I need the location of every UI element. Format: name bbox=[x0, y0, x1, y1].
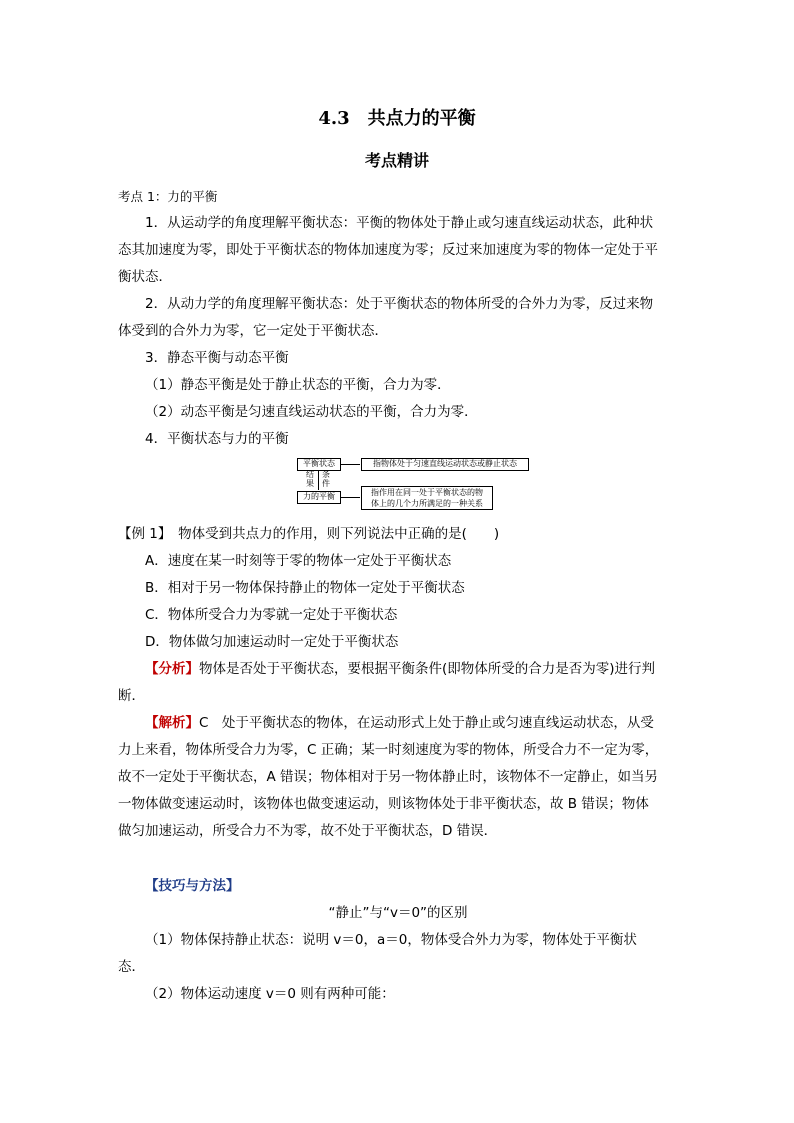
analysis-text-1: 物体是否处于平衡状态，要根据平衡条件(即物体所受的合力是否为零)进行判 bbox=[199, 661, 656, 677]
analysis-label: 【分析】 bbox=[145, 661, 199, 677]
solution-line-4: 一物体做变速运动时，该物体也做变速运动，则该物体处于非平衡状态，故 B 错误；物体 bbox=[118, 796, 649, 812]
balance-diagram bbox=[293, 456, 533, 516]
option-b: B．相对于另一物体保持静止的物体一定处于平衡状态 bbox=[145, 580, 465, 596]
tips-label: 【技巧与方法】 bbox=[145, 878, 240, 894]
page-title: 4.3 共点力的平衡 bbox=[318, 108, 476, 129]
tips-item2: （2）物体运动速度 v＝0 则有两种可能： bbox=[145, 986, 395, 1002]
force-desc-line-2: 体上的几个力所满足的一种关系 bbox=[371, 499, 483, 508]
force-box: 力的平衡 bbox=[297, 491, 341, 504]
tips-center-title: “静止”与“v＝0”的区别 bbox=[328, 905, 468, 921]
solution-line-3: 故不一定处于平衡状态，A 错误；物体相对于另一物体静止时，该物体不一定静止，如当另 bbox=[118, 769, 659, 785]
solution-text-1: C 处于平衡状态的物体，在运动形式上处于静止或匀速直线运动状态，从受 bbox=[199, 715, 654, 731]
p3-item-1: （1）静态平衡是处于静止状态的平衡，合力为零． bbox=[145, 377, 451, 393]
option-d: D．物体做匀加速运动时一定处于平衡状态 bbox=[145, 634, 399, 650]
force-desc-box bbox=[361, 486, 493, 510]
analysis-line-2: 断． bbox=[118, 688, 145, 704]
force-arrow bbox=[340, 497, 360, 498]
section-subtitle: 考点精讲 bbox=[364, 151, 429, 170]
solution-line-2: 力上来看，物体所受合力为零，C 正确；某一时刻速度为零的物体，所受合力不一定为零， bbox=[118, 742, 659, 758]
option-c: C．物体所受合力为零就一定处于平衡状态 bbox=[145, 607, 398, 623]
state-box: 平衡状态 bbox=[297, 458, 341, 471]
diagram-divider bbox=[318, 470, 319, 490]
example-label: 【例 1】 bbox=[118, 526, 165, 542]
point1-heading: 考点 1：力的平衡 bbox=[118, 189, 218, 204]
option-a: A．速度在某一时刻等于零的物体一定处于平衡状态 bbox=[145, 553, 452, 569]
p2-line-1: 2．从动力学的角度理解平衡状态：处于平衡状态的物体所受的合外力为零，反过来物 bbox=[145, 296, 654, 312]
p2-line-2: 体受到的合外力为零，它一定处于平衡状态． bbox=[118, 323, 388, 339]
state-arrow bbox=[340, 464, 360, 465]
tips-block bbox=[118, 873, 678, 1008]
solution-label: 【解析】 bbox=[145, 715, 199, 731]
p3-heading: 3．静态平衡与动态平衡 bbox=[145, 350, 289, 366]
example-block bbox=[118, 521, 678, 845]
state-desc-box: 指物体处于匀速直线运动状态或静止状态 bbox=[361, 458, 529, 471]
analysis-line-1 bbox=[118, 656, 678, 683]
force-desc-line-1: 指作用在同一处于平衡状态的物 bbox=[371, 488, 483, 497]
p4-heading: 4．平衡状态与力的平衡 bbox=[145, 431, 289, 447]
tips-item1-line2: 态． bbox=[118, 959, 145, 975]
example-question-text: 物体受到共点力的作用，则下列说法中正确的是( ) bbox=[164, 526, 500, 542]
solution-line-5: 做匀加速运动，所受合力不为零，故不处于平衡状态，D 错误． bbox=[118, 823, 498, 839]
p1-line-2: 态其加速度为零，即处于平衡状态的物体加速度为零；反过来加速度为零的物体一定处于平 bbox=[118, 242, 658, 258]
condition-label: 条件 bbox=[322, 470, 330, 488]
result-label: 结果 bbox=[306, 470, 314, 488]
tips-item1-line1: （1）物体保持静止状态：说明 v＝0，a＝0，物体受合外力为零，物体处于平衡状 bbox=[145, 932, 637, 948]
example-question bbox=[118, 521, 678, 548]
p3-item-2: （2）动态平衡是匀速直线运动状态的平衡，合力为零． bbox=[145, 404, 478, 420]
p1-line-3: 衡状态． bbox=[118, 269, 172, 285]
solution-line-1 bbox=[118, 710, 678, 737]
p1-line-1: 1．从运动学的角度理解平衡状态：平衡的物体处于静止或匀速直线运动状态，此种状 bbox=[145, 215, 654, 231]
point1-block bbox=[118, 183, 678, 453]
